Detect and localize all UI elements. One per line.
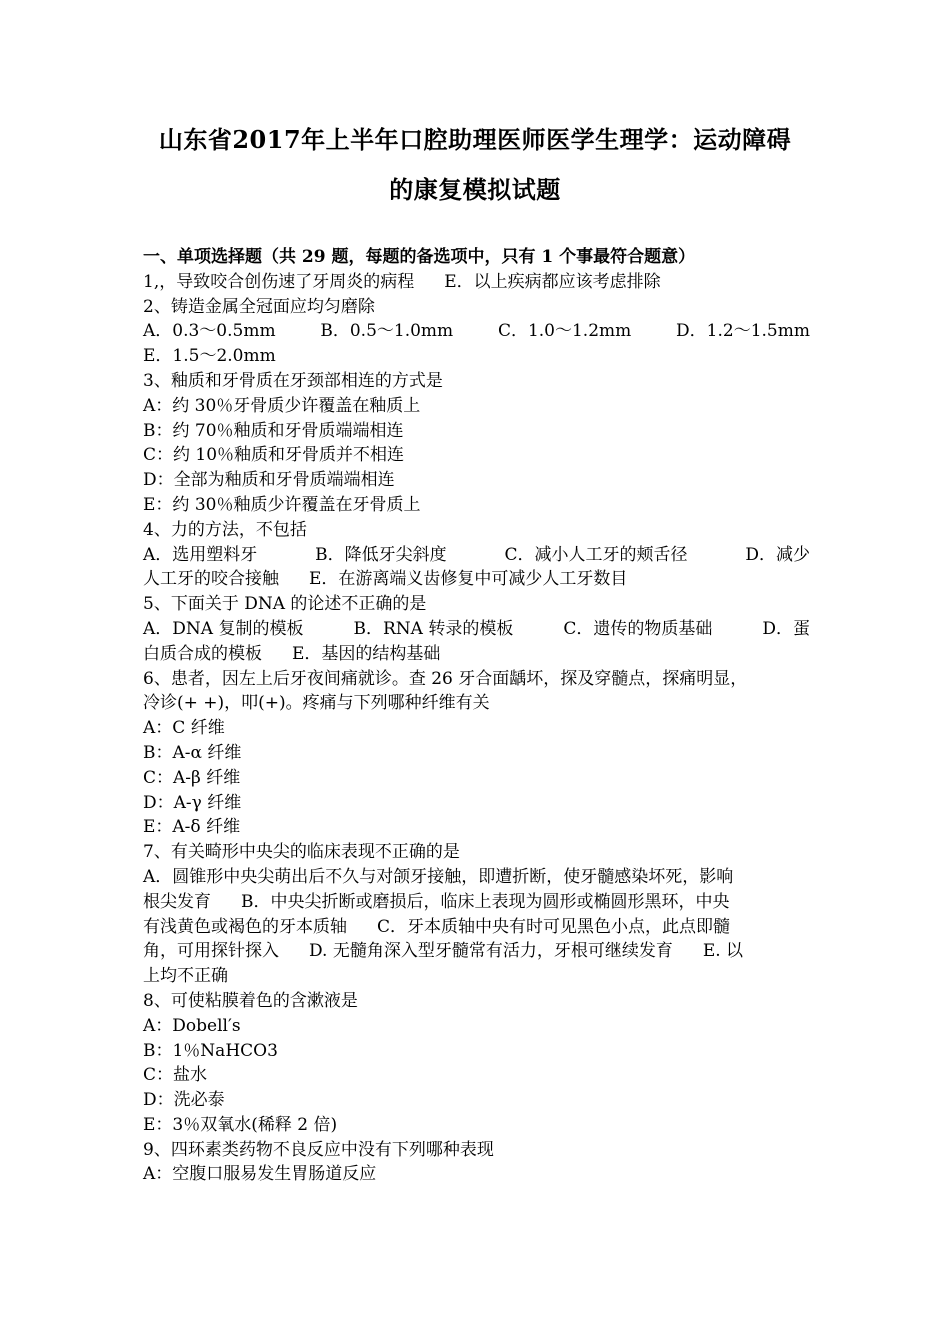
- option-e: E：约 30％釉质少许覆盖在牙骨质上: [143, 494, 421, 515]
- option-b: B：约 70％釉质和牙骨质端端相连: [143, 420, 404, 441]
- question-5: 5、下面关于 DNA 的论述不正确的是: [143, 594, 427, 615]
- option-a: A：C 纤维: [143, 718, 225, 739]
- option-c: C．1.0～1.2mm: [497, 321, 632, 342]
- option-e: E：3％双氧水(稀释 2 倍): [143, 1114, 338, 1135]
- option-d: D：全部为釉质和牙骨质端端相连: [143, 470, 395, 491]
- option-a: A：空腹口服易发生胃肠道反应: [143, 1164, 377, 1185]
- option-e: E．1.5～2.0mm: [143, 346, 276, 367]
- question-7-option-line5: 上均不正确: [143, 966, 228, 987]
- option-b: B．0.5～1.0mm: [320, 321, 454, 342]
- document-title-line1: 山东省2017年上半年口腔助理医师医学生理学：运动障碍: [158, 125, 792, 154]
- question-7-option-line2: [143, 890, 810, 915]
- option-d: D. 无髓角深入型牙髓常有活力，牙根可继续发育: [309, 941, 673, 962]
- option-c: C：盐水: [143, 1065, 208, 1086]
- question-5-options-line1: [143, 617, 810, 642]
- question-1: [143, 270, 810, 295]
- option-e: E．以上疾病都应该考虑排除: [444, 271, 661, 292]
- option-b: B．中央尖折断或磨损后，临床上表现为圆形或椭圆形黑环，中央: [241, 891, 730, 912]
- question-7-option-line3: [143, 915, 810, 940]
- question-4-options-line1: [143, 543, 810, 568]
- option-c: C．遗传的物质基础: [563, 618, 713, 639]
- question-9: 9、四环素类药物不良反应中没有下列哪种表现: [143, 1139, 494, 1160]
- option-b-cont: 有浅黄色或褐色的牙本质轴: [143, 916, 347, 937]
- question-6-line1: 6、患者，因左上后牙夜间痛就诊。查 26 牙合面龋坏，探及穿髓点，探痛明显，: [143, 668, 748, 689]
- option-d: D．1.2～1.5mm: [676, 321, 810, 342]
- question-6-line2: 冷诊(+ +)，叩(+)。疼痛与下列哪种纤维有关: [143, 693, 490, 714]
- option-a-cont: 根尖发育: [143, 891, 211, 912]
- option-c: C．减小人工牙的颊舌径: [504, 544, 688, 565]
- question-list: [143, 245, 810, 1187]
- question-2: 2、铸造金属全冠面应均匀磨除: [143, 296, 375, 317]
- option-e: E：A-δ 纤维: [143, 817, 241, 838]
- option-e: E．基因的结构基础: [292, 643, 441, 664]
- section-heading: 一、单项选择题（共 29 题，每题的备选项中，只有 1 个事最符合题意）: [143, 247, 696, 267]
- question-7-option-line1: A．圆锥形中央尖萌出后不久与对颌牙接触，即遭折断，使牙髓感染坏死，影响: [143, 866, 734, 887]
- option-a: A．DNA 复制的模板: [143, 618, 304, 639]
- option-c: C：A-β 纤维: [143, 767, 241, 788]
- option-b: B：A-α 纤维: [143, 742, 242, 763]
- option-a: A．0.3～0.5mm: [143, 321, 276, 342]
- option-e: E. 以: [702, 941, 744, 962]
- option-a: A．选用塑料牙: [143, 544, 258, 565]
- question-text: 1,，导致咬合创伤速了牙周炎的病程: [143, 271, 415, 292]
- option-b: B．RNA 转录的模板: [353, 618, 514, 639]
- option-d: D．减少: [745, 544, 810, 565]
- question-4: 4、力的方法，不包括: [143, 519, 307, 540]
- option-e: E．在游离端义齿修复中可减少人工牙数目: [309, 569, 628, 590]
- question-3: 3、釉质和牙骨质在牙颈部相连的方式是: [143, 370, 443, 391]
- option-c: C．牙本质轴中央有时可见黑色小点，此点即髓: [377, 916, 731, 937]
- question-2-options: [143, 319, 810, 344]
- question-8: 8、可使粘膜着色的含漱液是: [143, 990, 358, 1011]
- option-d: D：A-γ 纤维: [143, 792, 242, 813]
- option-d: D．蛋: [762, 618, 810, 639]
- option-a: A：约 30％牙骨质少许覆盖在釉质上: [143, 395, 421, 416]
- option-a: A：Dobell′s: [143, 1015, 241, 1036]
- question-4-options-line2: [143, 567, 810, 592]
- question-5-options-line2: [143, 642, 810, 667]
- question-7-option-line4: [143, 939, 810, 964]
- question-7: 7、有关畸形中央尖的临床表现不正确的是: [143, 842, 460, 863]
- option-d-cont: 白质合成的模板: [143, 643, 262, 664]
- option-b: B．降低牙尖斜度: [315, 544, 447, 565]
- option-d: D：洗必泰: [143, 1090, 225, 1111]
- option-b: B：1％NaHCO3: [143, 1040, 278, 1061]
- option-c: C：约 10％釉质和牙骨质并不相连: [143, 445, 405, 466]
- option-d-cont: 人工牙的咬合接触: [143, 569, 279, 590]
- document-title-line2: 的康复模拟试题: [389, 175, 561, 204]
- option-c-cont: 角，可用探针探入: [143, 941, 279, 962]
